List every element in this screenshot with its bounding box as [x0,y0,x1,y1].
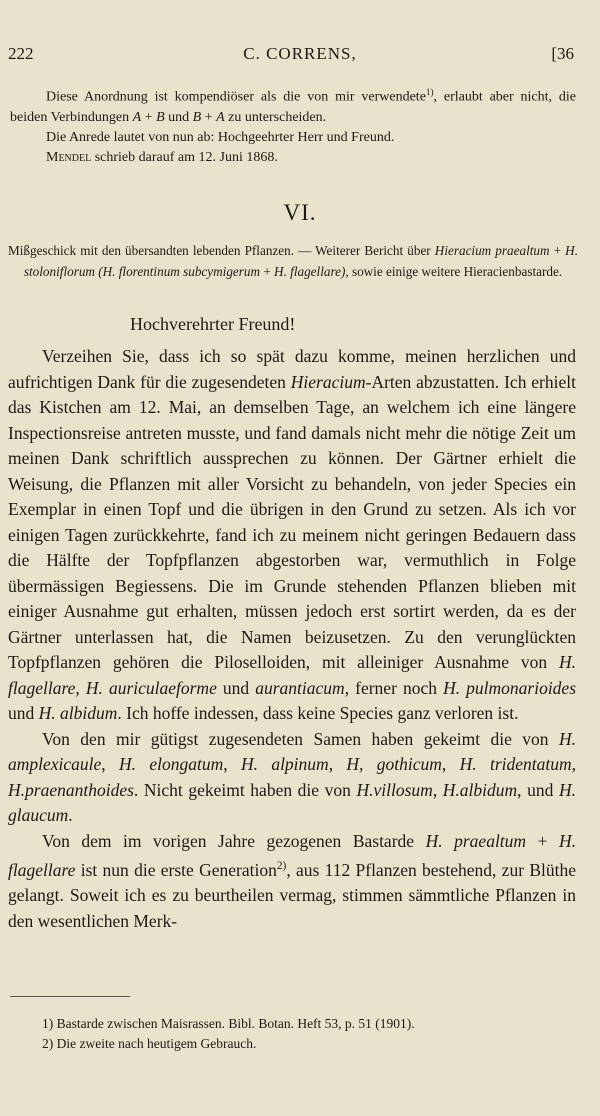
intro-paragraph-2: Die Anrede lautet von nun ab: Hochgeehrter Herr und Freund. [46,129,395,145]
intro-paragraph-1 [10,82,576,128]
italic-term: H. alpinum [240,754,329,774]
italic-term: H. praealtum [425,830,527,851]
text-run: , sowie einige weitere Hieracienbastarde. [345,264,563,279]
text-run: , und [517,779,559,800]
italic-term: B [156,109,165,125]
italic-term: H. amplexicaule [8,728,576,774]
text-run: Diese Anordnung ist kompendiöser als die von mir verwendete [46,89,426,105]
text-run: + [549,243,566,258]
section-reference: [36 [551,44,574,63]
text-run: , aus 112 Pflanzen bestehend, zur Blüthe gelangt. Soweit ich es zu beurtheilen vermag, stimmen sämmtliche Pflanzen in den wesentlichen Merk- [8,859,576,931]
footnote-2: 2) Die zweite nach heutigem Gebrauch. [42,1036,257,1051]
text-run: , erlaubt aber nicht, die beiden Verbindungen [10,89,576,125]
text-run: . Ich hoffe indessen, dass keine Species ganz verloren ist. [117,703,519,723]
letter-salutation: Hochverehrter Freund! [130,314,296,334]
text-run: + [526,830,559,851]
mendel-name: Mendel [46,149,92,165]
italic-term: B [192,109,202,125]
italic-term: H. glaucum [8,779,576,825]
running-head: C. CORRENS, [243,44,357,63]
section-summary-text [8,240,578,282]
italic-term: H, gothicum [346,754,442,774]
italic-term: H. flagellare [8,652,576,698]
italic-term: A [216,109,225,125]
footnote-1: 1) Bastarde zwischen Maisrassen. Bibl. Botan. Heft 53, p. 51 (1901). [42,1016,415,1031]
section-numeral: VI. [283,200,317,225]
italic-term: aurantiacum [255,677,345,698]
italic-term: H. flagellare [8,830,576,880]
text-run: , [571,754,576,774]
text-run: , [223,754,241,774]
text-run: + [260,264,275,279]
italic-term: Hieracium [290,371,366,392]
footnote-marker: 2) [276,860,287,872]
text-run: . Nicht gekeimt haben die von [133,779,357,800]
footnotes [42,1014,582,1054]
intro-paragraph-3 [10,148,576,168]
footnote-rule [10,996,130,997]
text-run: ist nun die erste Generation [75,859,277,880]
text-run: Von den mir gütigst zugesendeten Samen haben gekeimt die von [42,728,559,749]
italic-term: Hieracium praealtum [434,243,550,258]
text-run: Von dem im vorigen Jahre gezogenen Bastarde [42,830,426,851]
text-run: , [432,779,443,800]
text-run: , [441,754,460,774]
text-run: , [328,754,347,774]
text-run: + [201,109,217,125]
italic-term: H. tridentatum [459,754,572,774]
text-run: zu unterscheiden. [224,109,327,125]
letter-paragraph-2 [8,727,576,829]
intro-paragraph-3-rest: schrieb darauf am 12. Juni 1868. [91,149,278,165]
italic-term: H.praenanthoides [8,779,134,800]
text-run: + [141,109,157,125]
text-run: , ferner noch [344,677,444,698]
footnote-marker: 1) [425,87,434,97]
intro-block [10,82,576,168]
text-run: . [68,805,73,825]
text-run: und [164,109,193,125]
section-summary [8,240,578,282]
text-run: , [101,754,120,774]
italic-term: H. pulmonarioides [443,677,577,698]
text-run: und [8,703,39,723]
text-run: Verzeihen Sie, dass ich so spät dazu komme, meinen herzlichen und aufrichtigen Dank für die zugesendeten [8,346,576,392]
text-run: und [216,677,256,698]
text-run: Mißgeschick mit den übersandten lebenden Pflanzen. — Weiterer Bericht über [8,243,435,258]
page-header [0,44,600,68]
letter-paragraph-1 [8,344,576,727]
italic-term: H.albidum [442,779,518,800]
letter-paragraph-3 [8,829,576,935]
italic-term: A [132,109,142,125]
text-run: , [75,677,86,698]
italic-term: H. flagellare) [274,264,346,279]
letter-body [8,344,576,934]
page-number: 222 [8,44,34,63]
italic-term: H.villosum [356,779,433,800]
italic-term: H. auriculaeforme [85,677,217,698]
italic-term: H. elongatum [119,754,224,774]
text-run: -Arten abzustatten. Ich erhielt das Kistchen am 12. Mai, an demselben Tage, an welchem ich eine längere Inspectionsreise antreten musste, und fand damals nicht mehr die nötige Zeit um meinen Dank schriftlich aussprechen zu können. Der Gärtner erhielt die Weisung, die Pflanzen mit aller Vorsicht zu behandeln, von jeder Species ein Exemplar in einen Topf und die übrigen in den Grund zu setzen. Als ich vor einigen Tagen zurückkehrte, fand ich zu meinem nicht geringen Bedauern dass die Hälfte der Topfpflanzen abgestorben war, vermuthlich in Folge übermässigen Begiessens. Die im Grunde stehenden Pflanzen blieben mit einiger Ausnahme gut erhalten, müssen jedoch erst sortirt werden, da es der Gärtner unterlassen hat, die Namen beizusetzen. Zu den verunglückten Topfpflanzen gehören die Piloselloiden, mit alleiniger Ausnahme von [8,371,576,672]
italic-term: H. albidum [38,703,118,723]
italic-term: H. stoloniflorum (H. florentinum subcymigerum [23,243,578,279]
